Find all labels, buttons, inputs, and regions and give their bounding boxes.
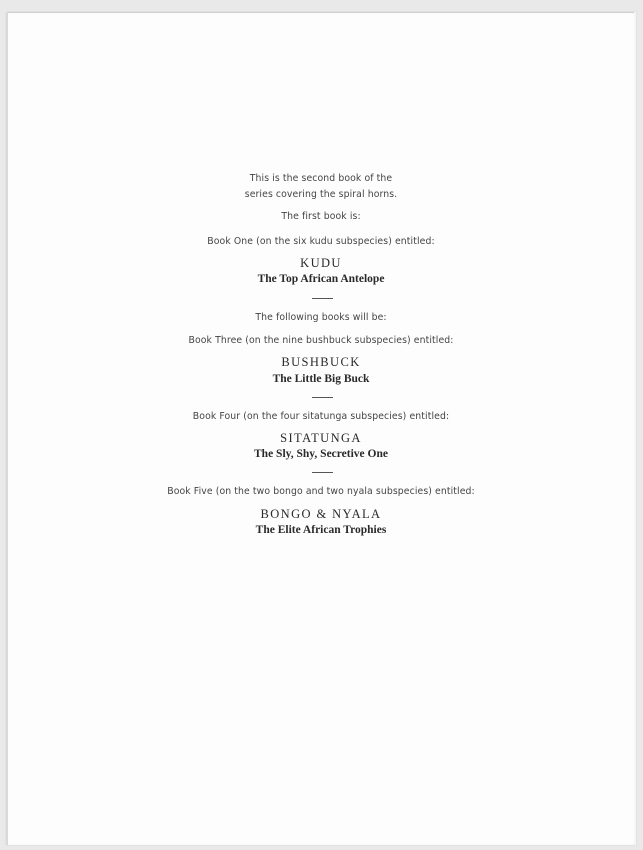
intro-line-1: This is the second book of the [249,173,393,184]
book-five-subtitle: The Elite African Trophies [255,524,387,536]
book-one-entry: Book One (on the six kudu subspecies) entitled: [207,236,435,247]
book-five-entry: Book Five (on the two bongo and two nyala subspecies) entitled: [167,486,475,497]
intro-line-2: series covering the spiral horns. [244,189,398,200]
section-divider [312,298,333,299]
book-three-title: BUSHBUCK [281,355,361,369]
book-one-subtitle: The Top African Antelope [257,273,385,285]
book-five-title: BONGO & NYALA [260,507,382,521]
book-four-subtitle: The Sly, Shy, Secretive One [254,448,388,460]
first-book-label: The first book is: [281,211,361,222]
book-four-entry: Book Four (on the four sitatunga subspecies) entitled: [192,411,450,422]
following-label: The following books will be: [255,312,387,323]
book-page [6,12,636,845]
book-three-subtitle: The Little Big Buck [272,373,370,385]
book-three-entry: Book Three (on the nine bushbuck subspecies) entitled: [188,335,454,346]
section-divider [312,472,333,473]
section-divider [312,397,333,398]
page-left-edge [6,12,8,845]
book-four-title: SITATUNGA [280,431,362,445]
book-one-title: KUDU [300,256,342,270]
page-top-edge [8,12,634,13]
